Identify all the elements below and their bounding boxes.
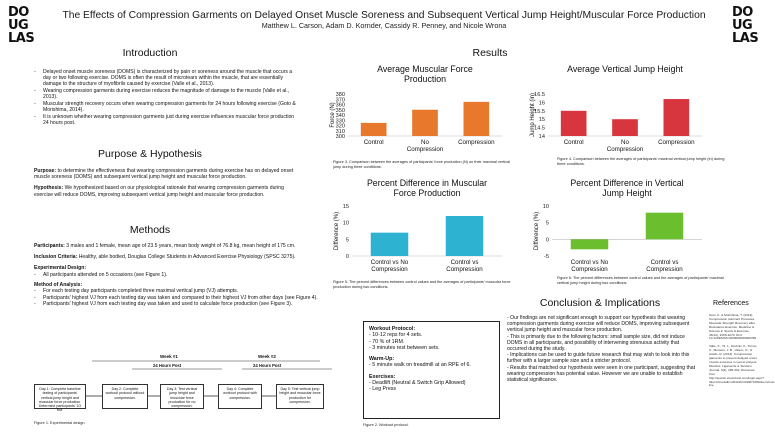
y-tick-label: 0 [345,254,349,260]
purpose-body: to determine the effectiveness that wearing compression garments during exercise has on delayed onset muscle soreness (DOMS) and subsequent vertical jump height and muscular force production. [34,168,294,181]
hypothesis-body: We hypothesized based on our physiological rationale that wearing compression garments during exercise will reduce DOMS, improving subsequent vertical jump height and muscular force production. [34,185,284,198]
x-tick-label: No [421,139,429,146]
figure1-caption: Figure 1. Experimental design. [34,421,86,425]
chart-title: Percent Difference in Muscular [366,178,488,188]
y-axis-label: Force (N) [330,102,336,128]
inclusion-label: Inclusion Criteria: [34,254,78,261]
post-label: 24 Hours Post [153,363,182,368]
figure6-caption: Figure 6. The percent differences between control values and the averages of participants' maximal vertical jump height during two conditions. [557,276,724,285]
y-tick-label: 10 [542,204,549,210]
conclusion-line: - This is primarily due to the following factors: small sample size, did not induce DOMS in all participants, and possibility of intervening strenuous activity that occurred during the study. [507,333,685,353]
y-tick-label: 300 [335,134,345,140]
analysis-label: Method of Analysis: [34,281,83,288]
poster-authors: Matthew L. Carson, Adam D. Kornder, Cassidy R. Penney, and Nicole Wrona [261,21,507,30]
chart-bar [371,233,409,256]
y-tick-label: 15 [342,204,349,210]
chart-title: Force Production [393,188,461,198]
x-tick-label: Compression [406,146,444,153]
y-tick-label: 380 [335,92,345,98]
chart-title: Average Vertical Jump Height [567,64,683,74]
logo-line: DO [8,5,29,20]
logo-line: UG [732,18,753,33]
figure4-caption: Figure 4. Comparison between the averages of participants' maximal vertical jump height (in) during three conditions. [557,157,725,166]
design-label: Experimental Design: [34,265,87,272]
logo-line: LAS [732,31,759,46]
chart-bar [412,110,438,136]
logo-line: DO [732,5,753,20]
x-tick-label: Compression [646,266,683,273]
y-axis-label: Jump Height (in) [530,92,536,138]
chart-title: Jump Height [602,188,652,198]
week2-label: Week #2 [258,354,276,359]
x-tick-label: Compression [371,266,408,273]
chart-vertical-jump [528,58,728,162]
y-tick-label: 14 [538,134,545,140]
analysis-bullet: - Participants' highest VJ from each testing day was taken and used to calculate force production (see Figure 3). [34,301,324,307]
poster-title: The Effects of Compression Garments on Delayed Onset Muscle Soreness and Subsequent Vertical Jump Height/Muscular Force Production [62,10,706,21]
y-tick-label: 310 [335,128,345,135]
purpose-text [34,168,298,203]
chart-muscular-force [328,58,528,162]
methods-heading: Methods [129,224,171,236]
y-tick-label: 340 [335,113,345,119]
design-box-day3: Day 3: Test vertical jump height and muscular force production for no compression. [160,384,204,409]
figure3-caption: Figure 3. Comparison between the averages of participants' force production (N) on their maximal vertical jump during three conditions. [333,160,510,169]
chart-bar [646,213,684,240]
inclusion-body: Healthy, able bodied, Douglas College Students in Advanced Exercise Physiology (SPSC 3275). [77,254,296,261]
methods-text [34,243,324,308]
logo-line: LAS [8,31,35,46]
douglas-logo-left [8,6,34,45]
participants-label: Participants: [34,243,65,249]
x-tick-label: Control vs [650,259,679,266]
chart-jump-difference [528,172,728,280]
douglas-logo-right [732,6,758,45]
y-axis-label: Difference (%) [334,211,340,251]
intro-bullet: - Muscular strength recovery occurs when wearing compression garments for 24 hours following exercise (Goto & Morishima, 2014). [34,101,298,113]
participants-body: 3 males and 1 female, mean age of 23.5 years, mean body weight of 76.8 kg, mean height of 175 cm. [64,243,296,249]
references-list [709,313,775,392]
workout-line: - 10-12 reps for 4 sets. [369,332,423,339]
purpose-label: Purpose: [34,168,57,174]
logo-line: UG [8,18,29,33]
x-tick-label: No [621,139,629,146]
x-tick-label: Compression [458,139,495,146]
warmup-heading: Warm-Up: [369,356,395,363]
intro-text [34,69,298,127]
intro-heading: Introduction [122,47,178,59]
analysis-bullet: - Participants' highest VJ from each testing day was taken and compared to their highest VJ from other days (see Figure 4). [34,295,324,301]
workout-line: - 3 minutes rest between sets. [369,344,440,351]
exercises-line: - Deadlift (Neutral & Switch Grip Allowed) [369,380,466,387]
chart-bar [571,239,609,249]
y-tick-label: 0 [545,237,549,244]
workout-heading: Workout Protocol: [369,326,416,332]
y-tick-label: 16 [538,100,545,107]
chart-bar [561,111,587,136]
y-tick-label: 5 [345,237,349,244]
intro-bullet: - Delayed onset muscle soreness (DOMS) is characterized by pain or soreness around the muscle that occurs a day or two following exercise. DOMS is often the result of microtears within the muscle, that are essentially damage to the structure of myofibrils caused by exercise (Valle et al., 2013). [34,69,298,88]
figure2-caption: Figure 2. Workout protocol. [363,423,409,427]
figure5-caption: Figure 5. The percent differences between control values and the averages of participants' muscular force production during two conditions. [333,280,511,289]
conclusion-heading: Conclusion & Implications [539,297,661,309]
y-tick-label: 5 [545,220,549,227]
hypothesis-label: Hypothesis: [34,185,64,192]
x-tick-label: Control vs No [570,259,609,266]
x-tick-label: Control vs No [370,259,409,266]
x-tick-label: Compression [606,146,644,153]
design-box-day5: Day 5: Test vertical jump height and muscular force production for compression. [276,384,324,409]
chart-title: Production [403,74,447,84]
workout-line: - 70 % of 1RM. [369,338,405,345]
y-tick-label: 350 [335,107,345,114]
warmup-line: - 5 minute walk on treadmill at an RPE of 6. [369,362,471,369]
x-tick-label: Compression [658,139,695,146]
chart-bar [361,123,387,136]
chart-title: Percent Difference in Vertical [570,178,684,188]
design-box-day4: Day 4: Complete workout protocol with compression. [218,384,262,409]
chart-bar [612,119,638,136]
y-tick-label: 14.5 [534,125,545,132]
x-tick-label: Control vs [450,259,479,266]
intro-bullet: - Wearing compression garments during exercise reduces the magnitude of damage to the muscle (Valle et al., 2013). [34,88,298,100]
chart-bar [464,102,490,136]
purpose-heading: Purpose & Hypothesis [98,148,202,160]
conclusion-line: - Implications can be used to guide future research that may wish to look into this further with a larger sample size and a stricter protocol. [507,352,690,365]
design-box-day2: Day 2: Complete workout protocol without compression. [102,384,148,409]
y-tick-label: 15 [538,117,545,124]
references-heading: References [713,300,749,307]
x-tick-label: Control [363,139,384,146]
conclusion-line: - Our findings are not significant enough to support our hypothesis that wearing compression garments during exercise will reduce DOMS, improving subsequent vertical jump height and muscular force production. [507,315,690,334]
y-tick-label: 360 [335,102,345,109]
analysis-bullet: - For each testing day participants completed three maximal vertical jump (VJ) attempts. [34,288,324,294]
intro-bullet: - It is unknown whether wearing compression garments just during exercise influences muscular force production 24 hours post. [34,114,298,126]
x-tick-label: Compression [446,266,483,273]
y-tick-label: 320 [335,123,345,130]
y-tick-label: 16.5 [534,92,545,98]
chart-bar [446,216,484,256]
y-tick-label: -5 [544,254,549,260]
y-axis-label: Difference (%) [534,211,540,251]
y-tick-label: 15.5 [534,108,545,115]
conclusion-line: - Results that matched our hypothesis were seen in one participant, suggesting that wearing compression has potential value. However we are unable to establish statistical significance. [507,364,696,384]
results-heading: Results [472,47,508,59]
design-box-day1: Day 1: Complete baseline testing of participants' vertical jump height and muscular force production. Determine participants' 1O RM. [34,384,86,409]
y-tick-label: 10 [342,220,349,227]
y-tick-label: 330 [335,118,345,125]
workout-protocol-box [363,321,500,419]
chart-force-difference [328,172,528,280]
chart-bar [664,99,690,136]
post-label: 24 Hours Post [253,363,282,368]
exercises-heading: Exercises: [369,373,396,380]
x-tick-label: Control [563,139,584,146]
week1-label: Week #1 [160,354,178,359]
exercises-line: - Leg Press [369,386,397,393]
reference-item: Valle, X., Til, L., Drobnic, F., Turmo, A., Montoro, J. B., Valero, O., & Artells, R. (2013). Compression garments to prevent delayed onset muscle soreness in soccer players. Muscles, Ligaments & Tendons Journal, 3(4), 295-302. Retrieved from http://search.ebscohost.com/login.aspx?direct=true&db=s3h&AN=94087108&site=ehost-live [709,344,775,388]
conclusion-text [507,315,697,383]
design-bullet: - All participants attended on 5 occasions (see Figure 1). [34,272,324,278]
y-tick-label: 370 [335,97,345,104]
reference-item: Goto, K. & Morishima, T. (2014). Compression Garment Promotes Muscular Strength Recovery after Resistance Exercise. Medicine & Science in Sports & Exercise, 46(12), 2265-2270. DOI: 10.1249/MSS.0000000000000359 [709,313,757,341]
x-tick-label: Compression [571,266,608,273]
chart-title: Average Muscular Force [377,64,473,74]
